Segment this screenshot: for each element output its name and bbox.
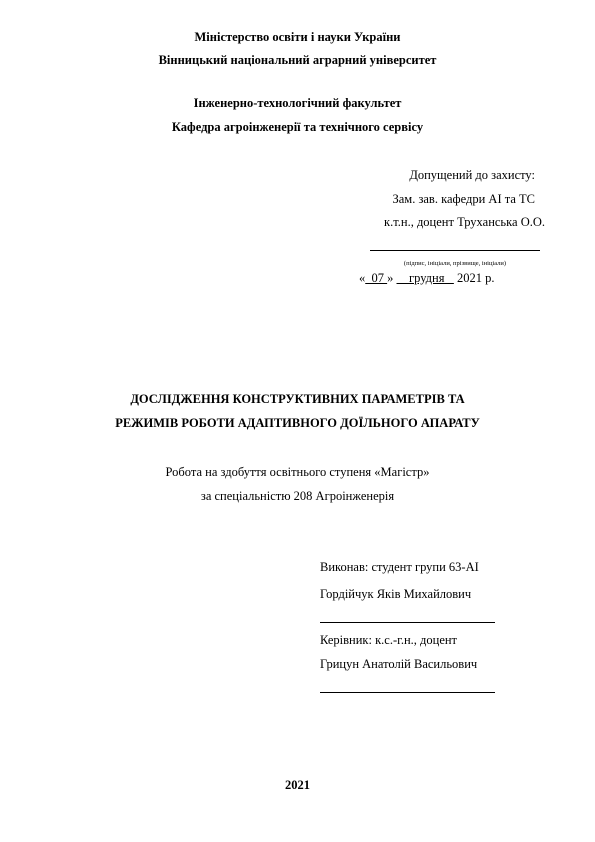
signature-hint: (підпис, ініціали, прізвище, ініціали) [403, 260, 507, 267]
approval-date [359, 271, 494, 286]
footer-year: 2021 [285, 778, 310, 792]
author-signature-line [320, 622, 495, 623]
signature-line [370, 250, 540, 251]
supervisor-signature-line [320, 692, 495, 693]
supervisor-role: Керівник: к.с.-г.н., доцент [320, 633, 458, 647]
date-month: грудня [409, 271, 445, 285]
ministry-heading: Міністерство освіти і науки України [194, 30, 401, 44]
admitted-label: Допущений до захисту: [409, 168, 535, 182]
date-day: 07 [371, 271, 384, 285]
approver-person: к.т.н., доцент Труханська О.О. [384, 215, 545, 229]
faculty-heading: Інженерно-технологічний факультет [193, 96, 402, 110]
department-heading: Кафедра агроінженерії та технічного сервісу [171, 120, 424, 134]
date-year: 2021 р. [456, 271, 495, 285]
thesis-title-line1: ДОСЛІДЖЕННЯ КОНСТРУКТИВНИХ ПАРАМЕТРІВ ТА [130, 392, 465, 406]
date-open-quote: « [359, 271, 366, 285]
supervisor-name: Грицун Анатолій Васильович [320, 657, 478, 671]
author-name: Гордійчук Яків Михайлович [320, 587, 472, 601]
approver-position: Зам. зав. кафедри АІ та ТС [392, 192, 535, 206]
degree-line1: Робота на здобуття освітнього ступеня «Магістр» [165, 465, 430, 479]
author-role: Виконав: студент групи 63-АІ [320, 560, 479, 574]
degree-line2: за спеціальністю 208 Агроінженерія [200, 489, 395, 503]
date-close-quote: » [387, 271, 394, 285]
university-heading: Вінницький національний аграрний університет [158, 53, 437, 67]
thesis-title-line2: РЕЖИМІВ РОБОТИ АДАПТИВНОГО ДОЇЛЬНОГО АПАРАТУ [115, 416, 480, 430]
